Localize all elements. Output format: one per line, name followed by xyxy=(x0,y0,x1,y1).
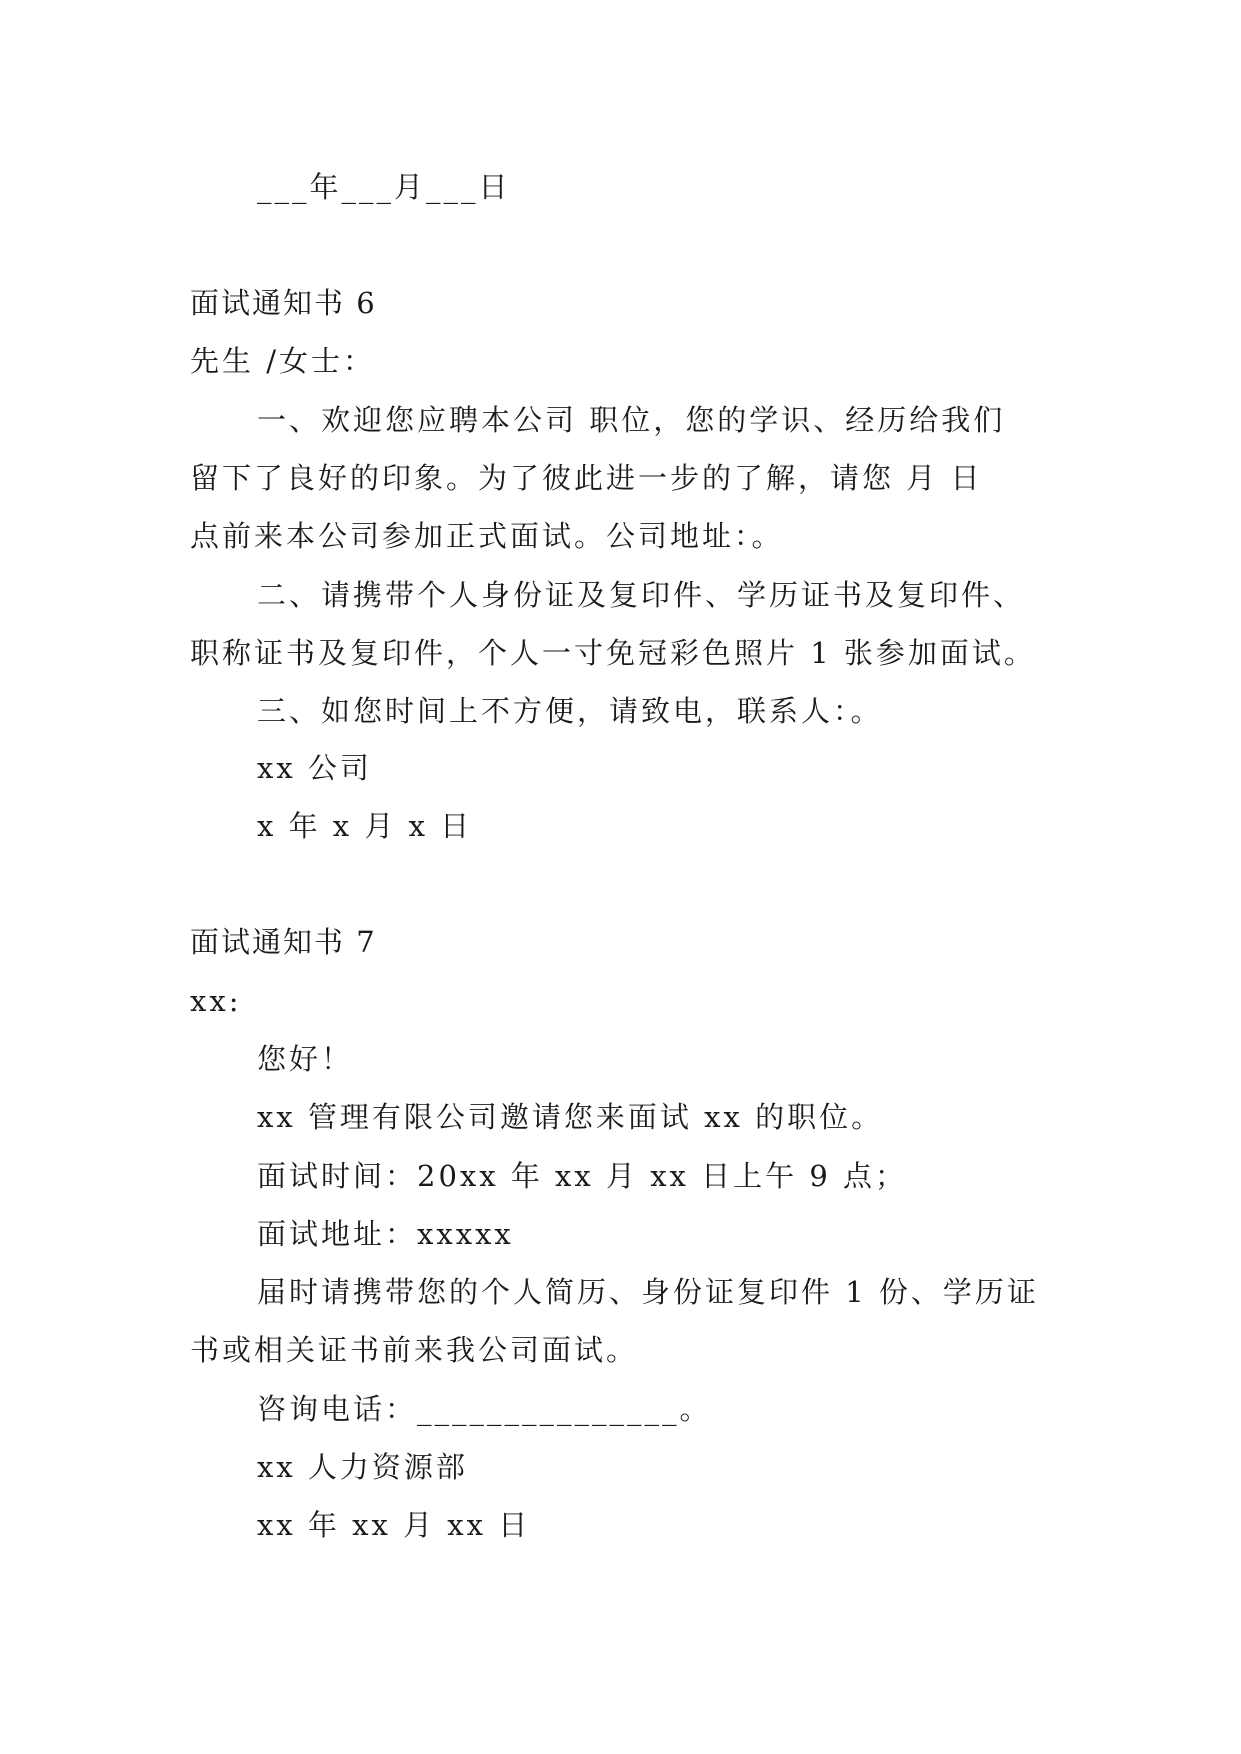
notice6-company: xx 公司 xyxy=(257,751,372,785)
notice7-bring-line1: 届时请携带您的个人简历、身份证复印件 1 份、学历证 xyxy=(257,1275,1039,1309)
notice7-addressee: xx: xyxy=(190,984,242,1018)
notice6-date: x 年 x 月 x 日 xyxy=(257,809,473,843)
notice7-department: xx 人力资源部 xyxy=(257,1450,468,1484)
notice7-greeting: 您好！ xyxy=(257,1042,354,1076)
date-line: ___年___月___日 xyxy=(257,170,511,204)
notice6-salutation: 先生 /女士： xyxy=(190,344,375,378)
notice7-date: xx 年 xx 月 xx 日 xyxy=(257,1508,531,1542)
notice6-paragraph1-line1: 一、欢迎您应聘本公司 职位，您的学识、经历给我们 xyxy=(257,403,1006,437)
notice6-paragraph1-line2: 留下了良好的印象。为了彼此进一步的了解，请您 月 日 xyxy=(190,461,983,495)
notice7-invitation: xx 管理有限公司邀请您来面试 xx 的职位。 xyxy=(257,1100,884,1134)
notice6-paragraph2-line1: 二、请携带个人身份证及复印件、学历证书及复印件、 xyxy=(257,578,1026,612)
notice7-interview-address: 面试地址：xxxxx xyxy=(257,1217,514,1251)
notice7-consult-phone: 咨询电话：_______________。 xyxy=(257,1392,712,1426)
notice6-paragraph1-line3: 点前来本公司参加正式面试。公司地址：。 xyxy=(190,519,784,553)
notice6-paragraph2-line2: 职称证书及复印件，个人一寸免冠彩色照片 1 张参加面试。 xyxy=(190,636,1036,670)
notice6-title: 面试通知书 6 xyxy=(190,286,377,320)
notice7-bring-line2: 书或相关证书前来我公司面试。 xyxy=(190,1333,639,1367)
notice7-title: 面试通知书 7 xyxy=(190,925,377,959)
notice6-paragraph3: 三、如您时间上不方便，请致电，联系人：。 xyxy=(257,694,883,728)
notice7-interview-time: 面试时间：20xx 年 xx 月 xx 日上午 9 点； xyxy=(257,1159,908,1193)
